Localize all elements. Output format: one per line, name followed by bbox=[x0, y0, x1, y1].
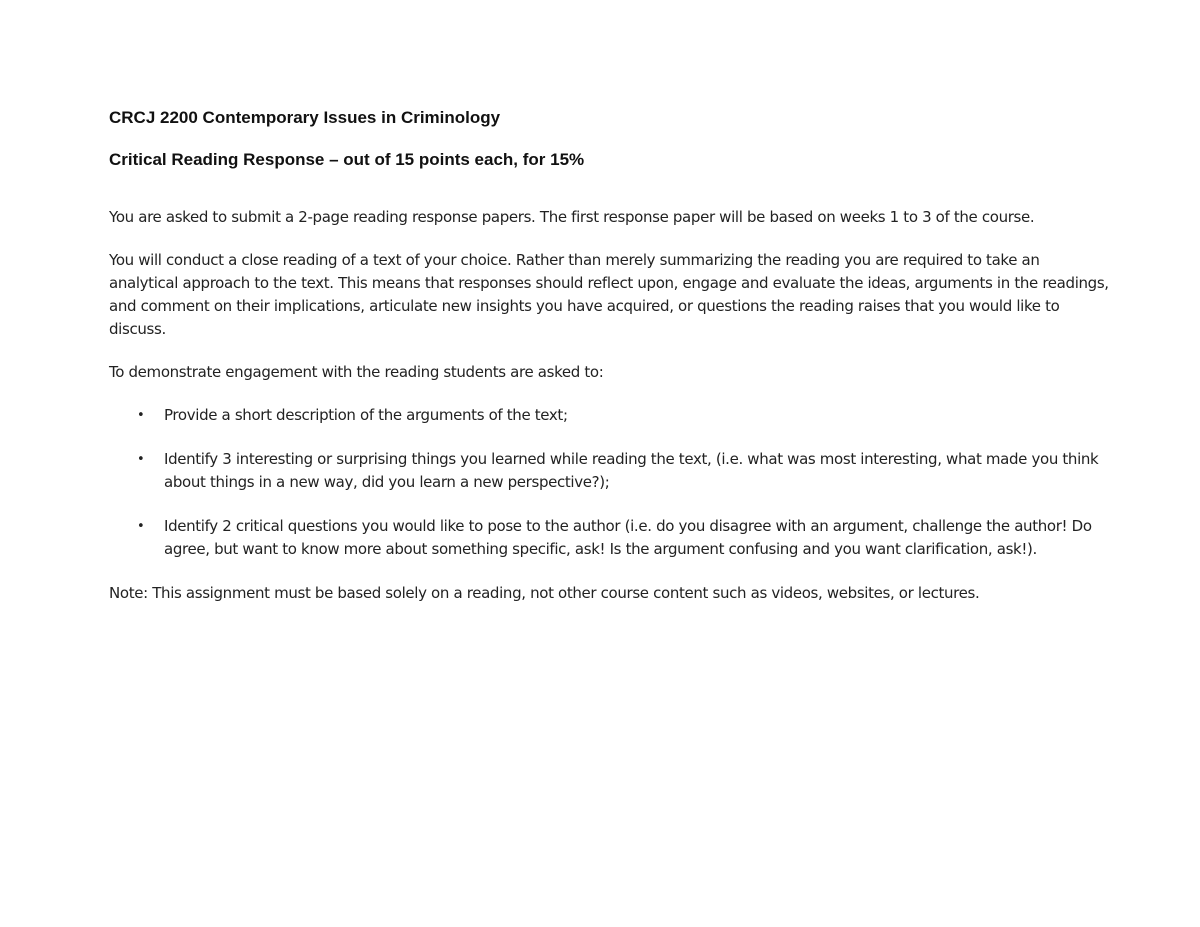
assignment-subtitle: Critical Reading Response – out of 15 points each, for 15% bbox=[109, 150, 585, 169]
instructions-paragraph: You will conduct a close reading of a text of your choice. Rather than merely summarizing the reading you are required to take an analytical approach to the text. This means that responses should reflect upon, engage and evaluate the ideas, arguments in the readings, and comment on their implications, articulate new insights you have acquired, or questions the reading raises that you would like to discuss. bbox=[109, 251, 1109, 338]
bullet-icon: • bbox=[137, 408, 145, 423]
list-item bbox=[109, 515, 1109, 561]
list-item bbox=[109, 404, 1109, 427]
course-title: CRCJ 2200 Contemporary Issues in Criminology bbox=[109, 108, 501, 127]
note-paragraph: Note: This assignment must be based solely on a reading, not other course content such as videos, websites, or lectures. bbox=[109, 584, 980, 602]
requirements-list bbox=[109, 404, 1109, 561]
list-item bbox=[109, 448, 1109, 494]
list-item-text: Identify 2 critical questions you would like to pose to the author (i.e. do you disagree with an argument, challenge the author! Do agree, but want to know more about something specific, ask! Is the argument confusing and you want clarification, ask!). bbox=[164, 517, 1092, 558]
document-page bbox=[109, 106, 1109, 625]
bullet-icon: • bbox=[137, 452, 145, 467]
bullet-icon: • bbox=[137, 519, 145, 534]
intro-paragraph: You are asked to submit a 2-page reading response papers. The first response paper will be based on weeks 1 to 3 of the course. bbox=[109, 208, 1035, 226]
list-item-text: Provide a short description of the arguments of the text; bbox=[164, 406, 568, 424]
list-item-text: Identify 3 interesting or surprising things you learned while reading the text, (i.e. what was most interesting, what made you think about things in a new way, did you learn a new perspective?); bbox=[164, 450, 1099, 491]
engagement-lead-paragraph: To demonstrate engagement with the reading students are asked to: bbox=[109, 363, 604, 381]
